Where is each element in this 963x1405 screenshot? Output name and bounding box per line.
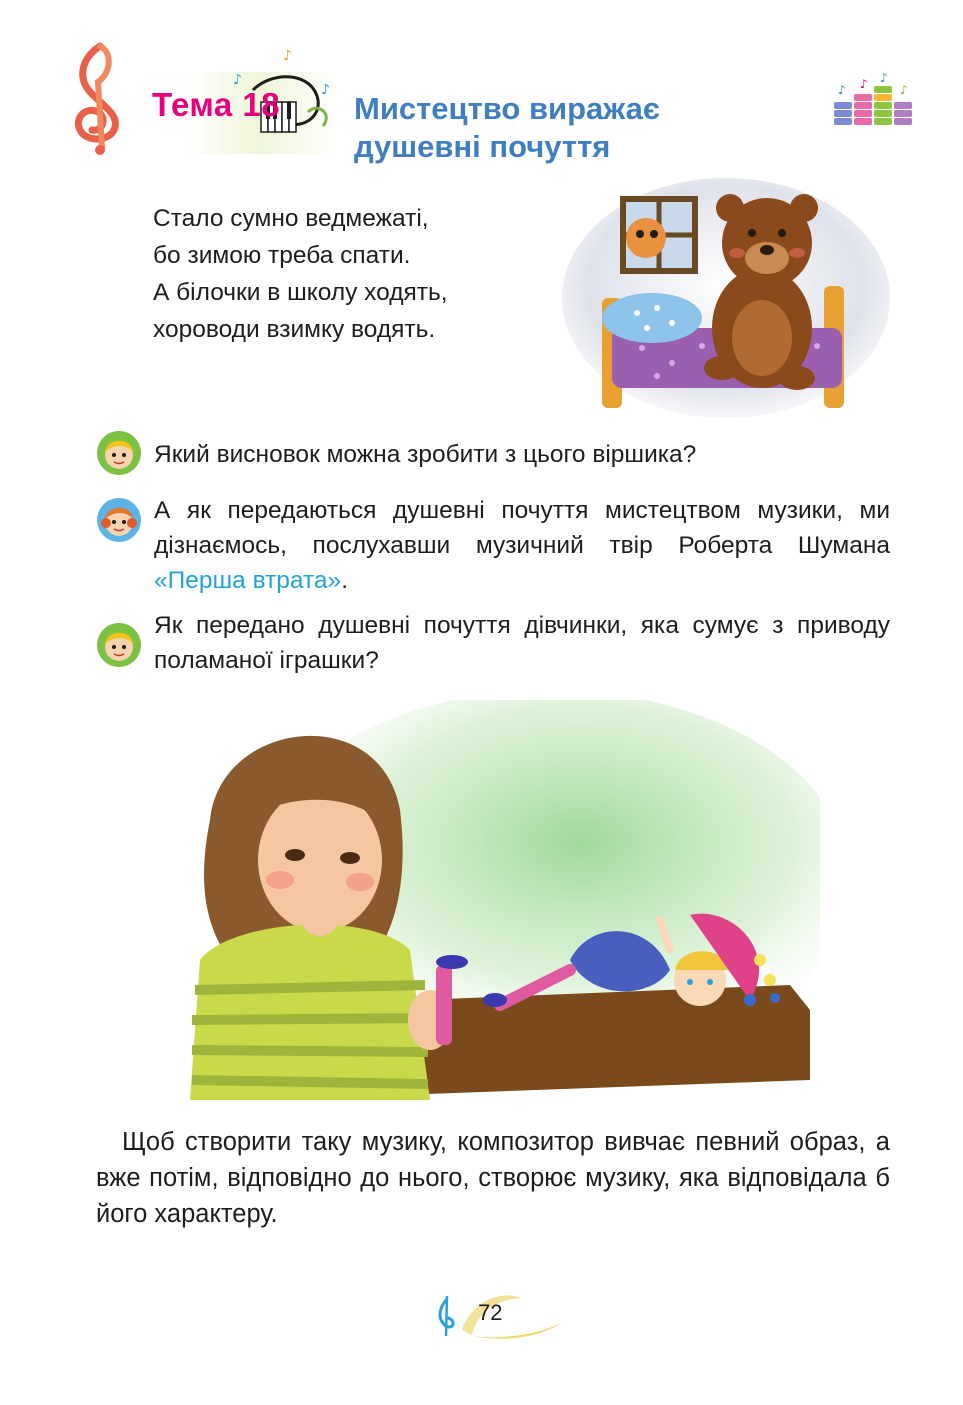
svg-text:♪: ♪ xyxy=(900,83,908,97)
body-paragraph: Щоб створити таку музику, композитор вивчає певний образ, а вже потім, відповідно до нього, створює музику, яка відповідала б його характеру. xyxy=(96,1128,890,1228)
svg-text:♪: ♪ xyxy=(880,72,888,85)
page-title-line-2: душевні почуття xyxy=(354,129,611,164)
question-2-text: А як передаються душевні почуття мистецтвом музики, ми дізнаємось, послухавши музичний твір Роберта Шумана xyxy=(154,497,890,559)
question-1: Який висновок можна зробити з цього віршика? xyxy=(154,441,697,468)
question-2 xyxy=(154,493,890,598)
treble-clef-icon xyxy=(62,38,134,156)
svg-text:♪: ♪ xyxy=(860,77,868,91)
poem-line: А білочки в школу ходять, xyxy=(153,279,448,306)
svg-text:♪: ♪ xyxy=(321,82,330,98)
music-bars-icon xyxy=(830,72,914,128)
question-2-end: . xyxy=(341,567,348,594)
svg-text:♪: ♪ xyxy=(233,72,242,88)
poem-line: Стало сумно ведмежаті, xyxy=(153,205,429,232)
page-title-line-1: Мистецтво виражає xyxy=(354,91,660,126)
topic-number-label: Тема 18 xyxy=(152,86,281,123)
boy-avatar-icon xyxy=(96,430,142,476)
question-3: Як передано душевні почуття дівчинки, яка сумує з приводу поламаної іграшки? xyxy=(154,612,890,674)
page-title xyxy=(354,90,660,166)
svg-text:♪: ♪ xyxy=(283,48,292,64)
poem xyxy=(153,200,448,348)
poem-line: хороводи взимку водять. xyxy=(153,316,436,343)
sad-bear-illustration xyxy=(562,178,890,418)
svg-text:♪: ♪ xyxy=(838,83,846,97)
boy-avatar-icon xyxy=(96,622,142,668)
sad-girl-broken-doll-illustration xyxy=(170,700,820,1100)
music-piece-link[interactable]: «Перша втрата» xyxy=(154,567,342,594)
headphones-child-avatar-icon xyxy=(96,497,142,543)
poem-line: бо зимою треба спати. xyxy=(153,242,411,269)
page-number: 72 xyxy=(478,1300,503,1325)
